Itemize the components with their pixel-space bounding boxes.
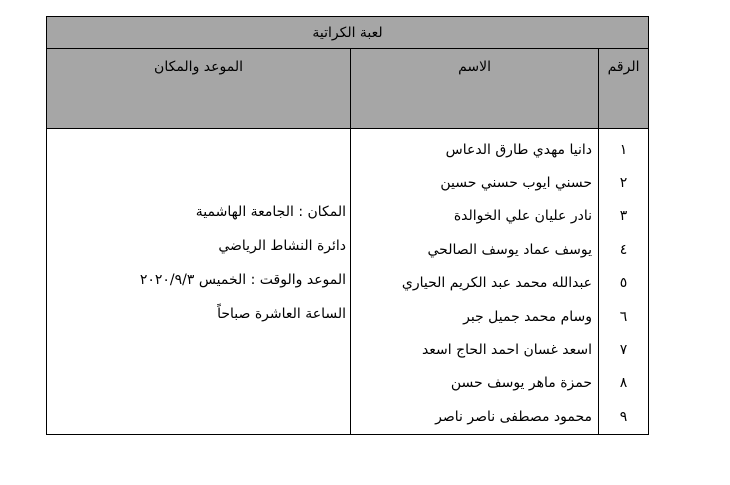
row-name: يوسف عماد يوسف الصالحي: [351, 233, 599, 266]
header-venue: الموعد والمكان: [47, 49, 351, 129]
venue-time: الساعة العاشرة صباحاً: [217, 306, 347, 322]
venue-details: [57, 195, 346, 331]
row-name: وسام محمد جميل جبر: [351, 300, 599, 333]
venue-date: الموعد والوقت : الخميس ٢٠٢٠/٩/٣: [139, 272, 347, 288]
row-name: نادر عليان علي الخوالدة: [351, 200, 599, 233]
row-name: دانيا مهدي طارق الدعاس: [351, 129, 599, 167]
roster-sheet: [46, 16, 648, 425]
row-number: ٤: [599, 233, 649, 266]
header-name: الاسم: [351, 49, 599, 129]
table-title: لعبة الكراتية: [47, 17, 649, 49]
venue-department: دائرة النشاط الرياضي: [218, 238, 347, 254]
row-number: ١: [599, 129, 649, 167]
table-row: [47, 129, 649, 167]
row-number: ٧: [599, 333, 649, 366]
row-number: ٥: [599, 267, 649, 300]
row-number: ٩: [599, 400, 649, 434]
roster-table: [46, 16, 649, 435]
row-name: عبدالله محمد عبد الكريم الحياري: [351, 267, 599, 300]
venue-place: المكان : الجامعة الهاشمية: [195, 204, 347, 220]
row-name: حمزة ماهر يوسف حسن: [351, 367, 599, 400]
header-number: الرقم: [599, 49, 649, 129]
row-name: اسعد غسان احمد الحاج اسعد: [351, 333, 599, 366]
row-number: ٦: [599, 300, 649, 333]
row-number: ٨: [599, 367, 649, 400]
venue-cell: [47, 129, 351, 435]
row-name: محمود مصطفى ناصر ناصر: [351, 400, 599, 434]
row-name: حسني ايوب حسني حسين: [351, 166, 599, 199]
row-number: ٣: [599, 200, 649, 233]
row-number: ٢: [599, 166, 649, 199]
